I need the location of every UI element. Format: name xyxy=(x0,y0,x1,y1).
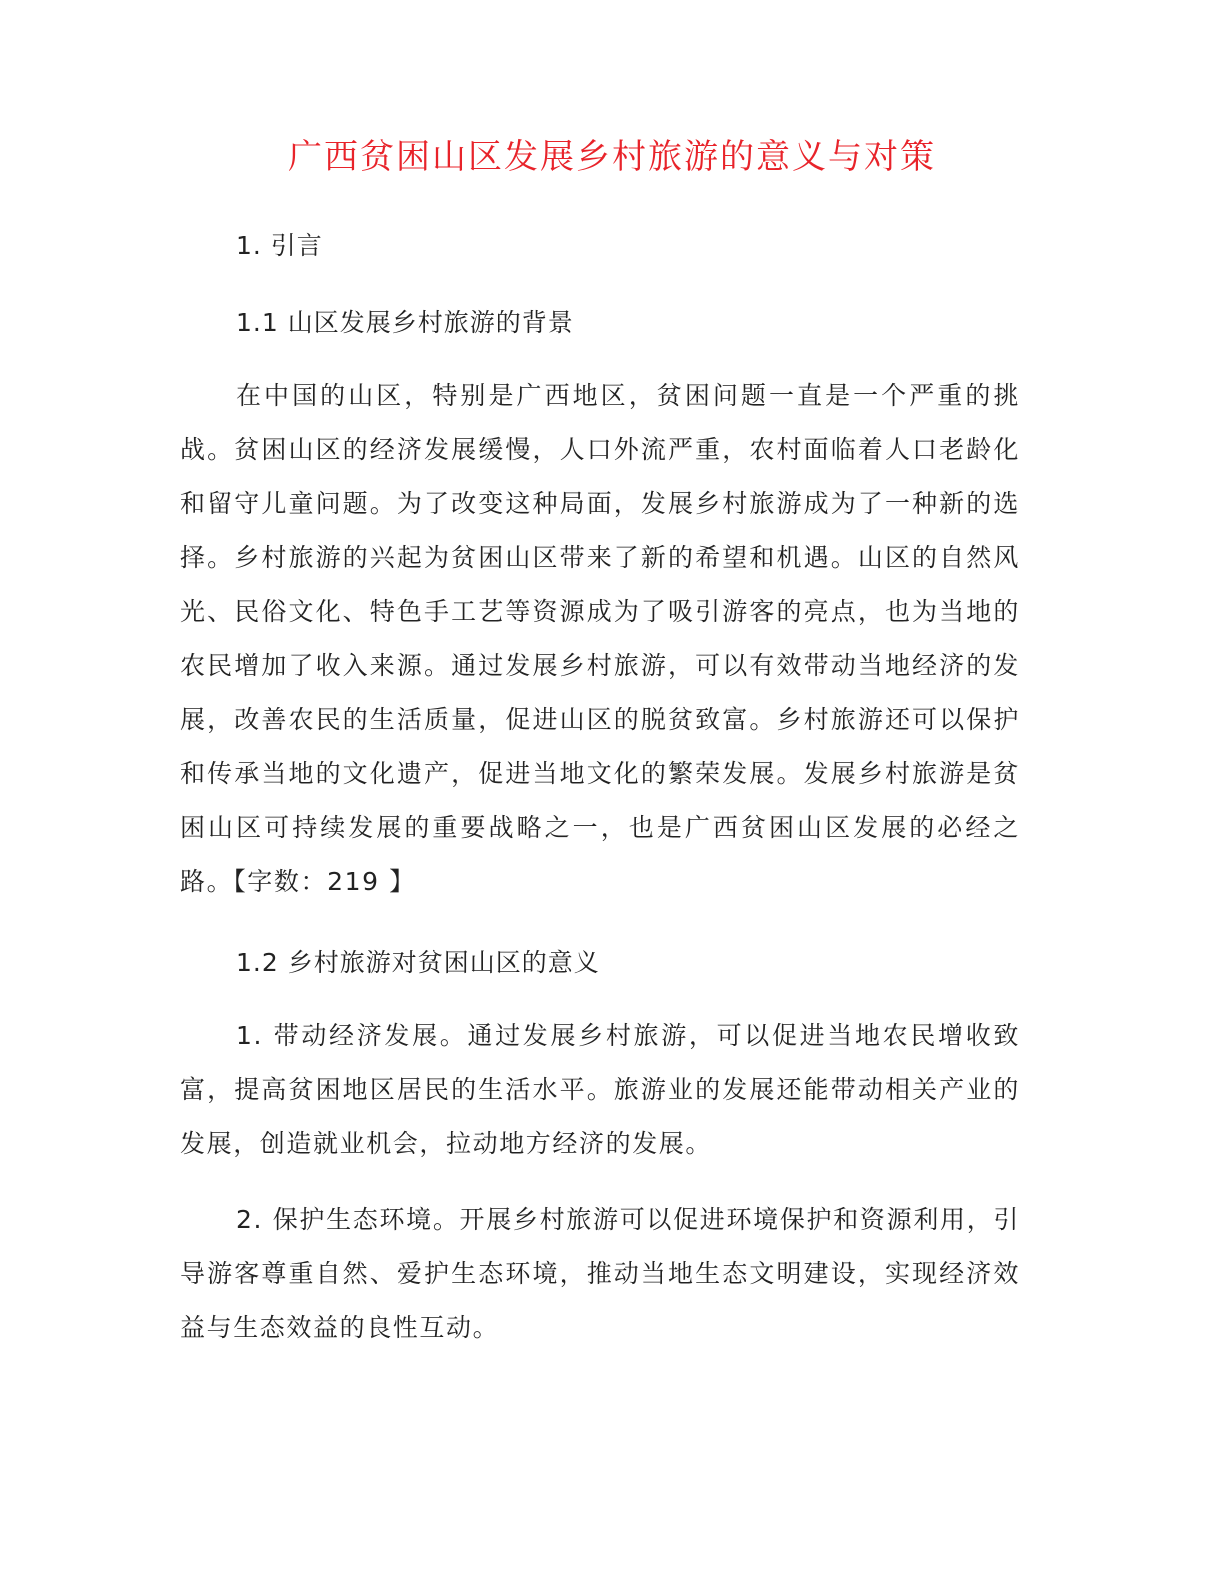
background-paragraph: 在中国的山区，特别是广西地区，贫困问题一直是一个严重的挑战。贫困山区的经济发展缓慢，人口外流严重，农村面临着人口老龄化和留守儿童问题。为了改变这种局面，发展乡村旅游成为了一种新的选择。乡村旅游的兴起为贫困山区带来了新的希望和机遇。山区的自然风光、民俗文化、特色手工艺等资源成为了吸引游客的亮点，也为当地的农民增加了收入来源。通过发展乡村旅游，可以有效带动当地经济的发展，改善农民的生活质量，促进山区的脱贫致富。乡村旅游还可以保护和传承当地的文化遗产，促进当地文化的繁荣发展。发展乡村旅游是贫困山区可持续发展的重要战略之一，也是广西贫困山区发展的必经之路。【字数：219 】 xyxy=(180,381,1020,896)
section-heading-intro: 1. 引言 xyxy=(236,231,323,260)
significance-point-1: 1. 带动经济发展。通过发展乡村旅游，可以促进当地农民增收致富，提高贫困地区居民的生活水平。旅游业的发展还能带动相关产业的发展，创造就业机会，拉动地方经济的发展。 xyxy=(180,1021,1020,1158)
section-heading-significance: 1.2 乡村旅游对贫困山区的意义 xyxy=(236,948,600,977)
section-heading-background: 1.1 山区发展乡村旅游的背景 xyxy=(236,308,574,337)
significance-point-2: 2. 保护生态环境。开展乡村旅游可以促进环境保护和资源利用，引导游客尊重自然、爱护生态环境，推动当地生态文明建设，实现经济效益与生态效益的良性互动。 xyxy=(180,1205,1020,1342)
document-title: 广西贫困山区发展乡村旅游的意义与对策 xyxy=(288,137,936,177)
